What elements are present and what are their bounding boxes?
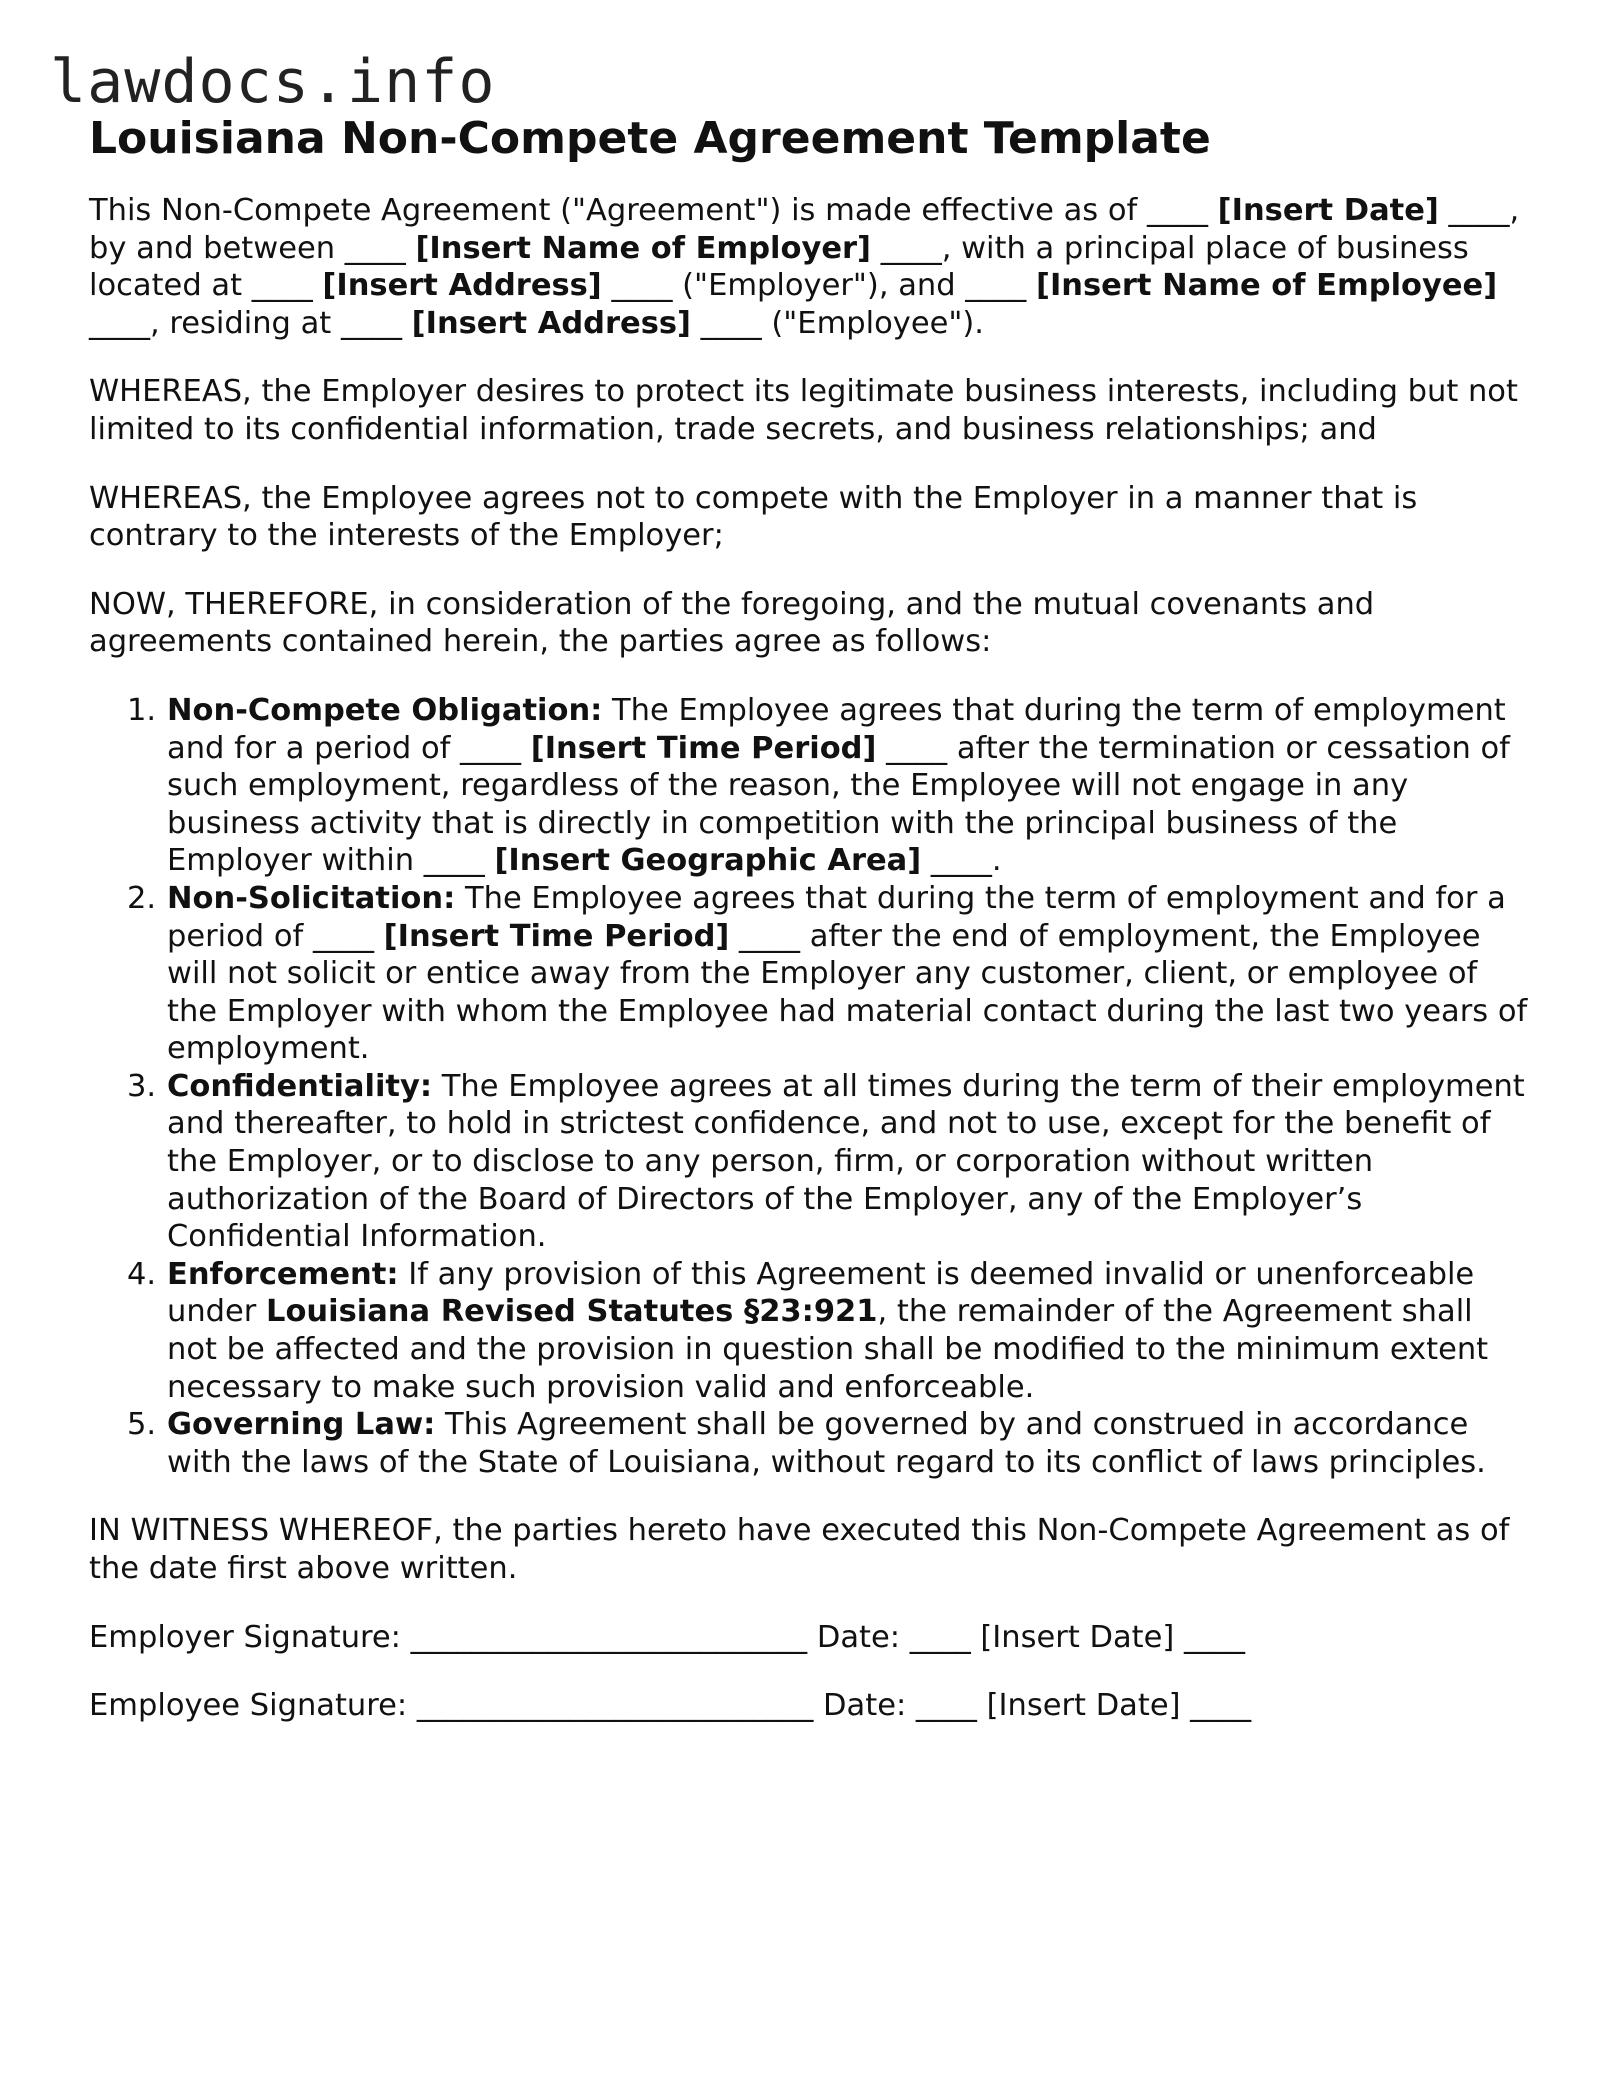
clause-confidentiality [89, 1068, 1529, 1256]
clause-text: ____. [921, 843, 1002, 879]
placeholder-geographic-area: [Insert Geographic Area] [494, 843, 922, 879]
clause-number: 5. [127, 1407, 157, 1443]
intro-text: ____, with a principal place of business located at ____ [89, 230, 1469, 304]
intro-text: ____ ("Employee"). [690, 305, 984, 341]
placeholder-employee-name: [Insert Name of Employee] [1036, 268, 1498, 304]
intro-text: ____, residing at ____ [89, 305, 412, 341]
clause-text: ____ after the termination or cessation of such employment, regardless of the reason, the Employee will not engage in any business activity that is directly in competition with the principal business of the Employer within ____ [167, 730, 1510, 879]
placeholder-time-period: [Insert Time Period] [383, 918, 730, 954]
clause-text: The Employee agrees that during the term of employment and for a period of ____ [167, 692, 1506, 766]
placeholder-date: [Insert Date] [1217, 193, 1439, 228]
intro-text: This Non-Compete Agreement ("Agreement") is made effective as of ____ [89, 193, 1218, 228]
clause-heading: Governing Law: [167, 1407, 436, 1443]
placeholder-employee-address: [Insert Address] [411, 305, 691, 341]
clause-governing-law [89, 1406, 1529, 1481]
clause-text: The Employee agrees at all times during the term of their employment and thereafter, to hold in strictest confidence, and not to use, except for the benefit of the Employer, or to disclose to any person, firm, or corporation without written authorization of the Board of Directors of the Employer, any of the Employer’s Confidential Information. [167, 1068, 1525, 1255]
whereas-paragraph-1: WHEREAS, the Employer desires to protect its legitimate business interests, including but not limited to its confidential information, trade secrets, and business relationships; and [89, 374, 1518, 447]
clause-heading: Confidentiality: [167, 1068, 433, 1104]
intro-text: ____, by and between ____ [89, 193, 1520, 266]
placeholder-employer-address: [Insert Address] [322, 268, 602, 304]
clause-heading: Enforcement: [167, 1256, 399, 1292]
clause-number: 1. [127, 692, 157, 728]
clause-text: , the remainder of the Agreement shall not be affected and the provision in question shall be modified to the minimum extent necessary to make such provision valid and enforceable. [167, 1294, 1489, 1405]
employer-signature-line: Employer Signature: __________________________ Date: ____ [Insert Date] ____ [89, 1619, 1245, 1655]
clause-number: 4. [127, 1256, 157, 1292]
clause-enforcement [89, 1256, 1529, 1406]
now-therefore-paragraph: NOW, THEREFORE, in consideration of the foregoing, and the mutual covenants and agreements contained herein, the parties agree as follows: [89, 586, 1375, 660]
intro-paragraph [89, 192, 1529, 342]
clause-text: The Employee agrees that during the term of employment and for a period of ____ [167, 880, 1506, 954]
clause-heading: Non-Compete Obligation: [167, 692, 603, 728]
clause-non-solicitation [89, 880, 1529, 1068]
site-logo: lawdocs.info [50, 47, 496, 117]
clause-number: 3. [127, 1068, 157, 1104]
employee-signature-line: Employee Signature: __________________________ Date: ____ [Insert Date] ____ [89, 1688, 1252, 1724]
clause-text: This Agreement shall be governed by and construed in accordance with the laws of the State of Louisiana, without regard to its conflict of laws principles. [167, 1407, 1486, 1480]
document-title: Louisiana Non-Compete Agreement Template [89, 113, 1211, 164]
clause-non-compete [89, 692, 1529, 880]
intro-text: ____ ("Employer"), and ____ [601, 268, 1036, 304]
clause-list [89, 692, 1529, 1481]
witness-paragraph: IN WITNESS WHEREOF, the parties hereto have executed this Non-Compete Agreement as of the date first above written. [89, 1513, 1510, 1586]
whereas-paragraph-2: WHEREAS, the Employee agrees not to compete with the Employer in a manner that is contrary to the interests of the Employer; [89, 480, 1418, 554]
placeholder-employer-name: [Insert Name of Employer] [415, 230, 871, 266]
clause-heading: Non-Solicitation: [167, 880, 456, 916]
document [89, 108, 1529, 1756]
clause-number: 2. [127, 880, 157, 916]
clause-text: ____ after the end of employment, the Employee will not solicit or entice away from the Employer any customer, client, or employee of the Employer with whom the Employee had material contact during the last two years of employment. [167, 918, 1528, 1067]
statute-reference: Louisiana Revised Statutes §23:921 [266, 1294, 878, 1330]
placeholder-time-period: [Insert Time Period] [530, 730, 877, 766]
clause-text: If any provision of this Agreement is deemed invalid or unenforceable under [167, 1256, 1475, 1330]
